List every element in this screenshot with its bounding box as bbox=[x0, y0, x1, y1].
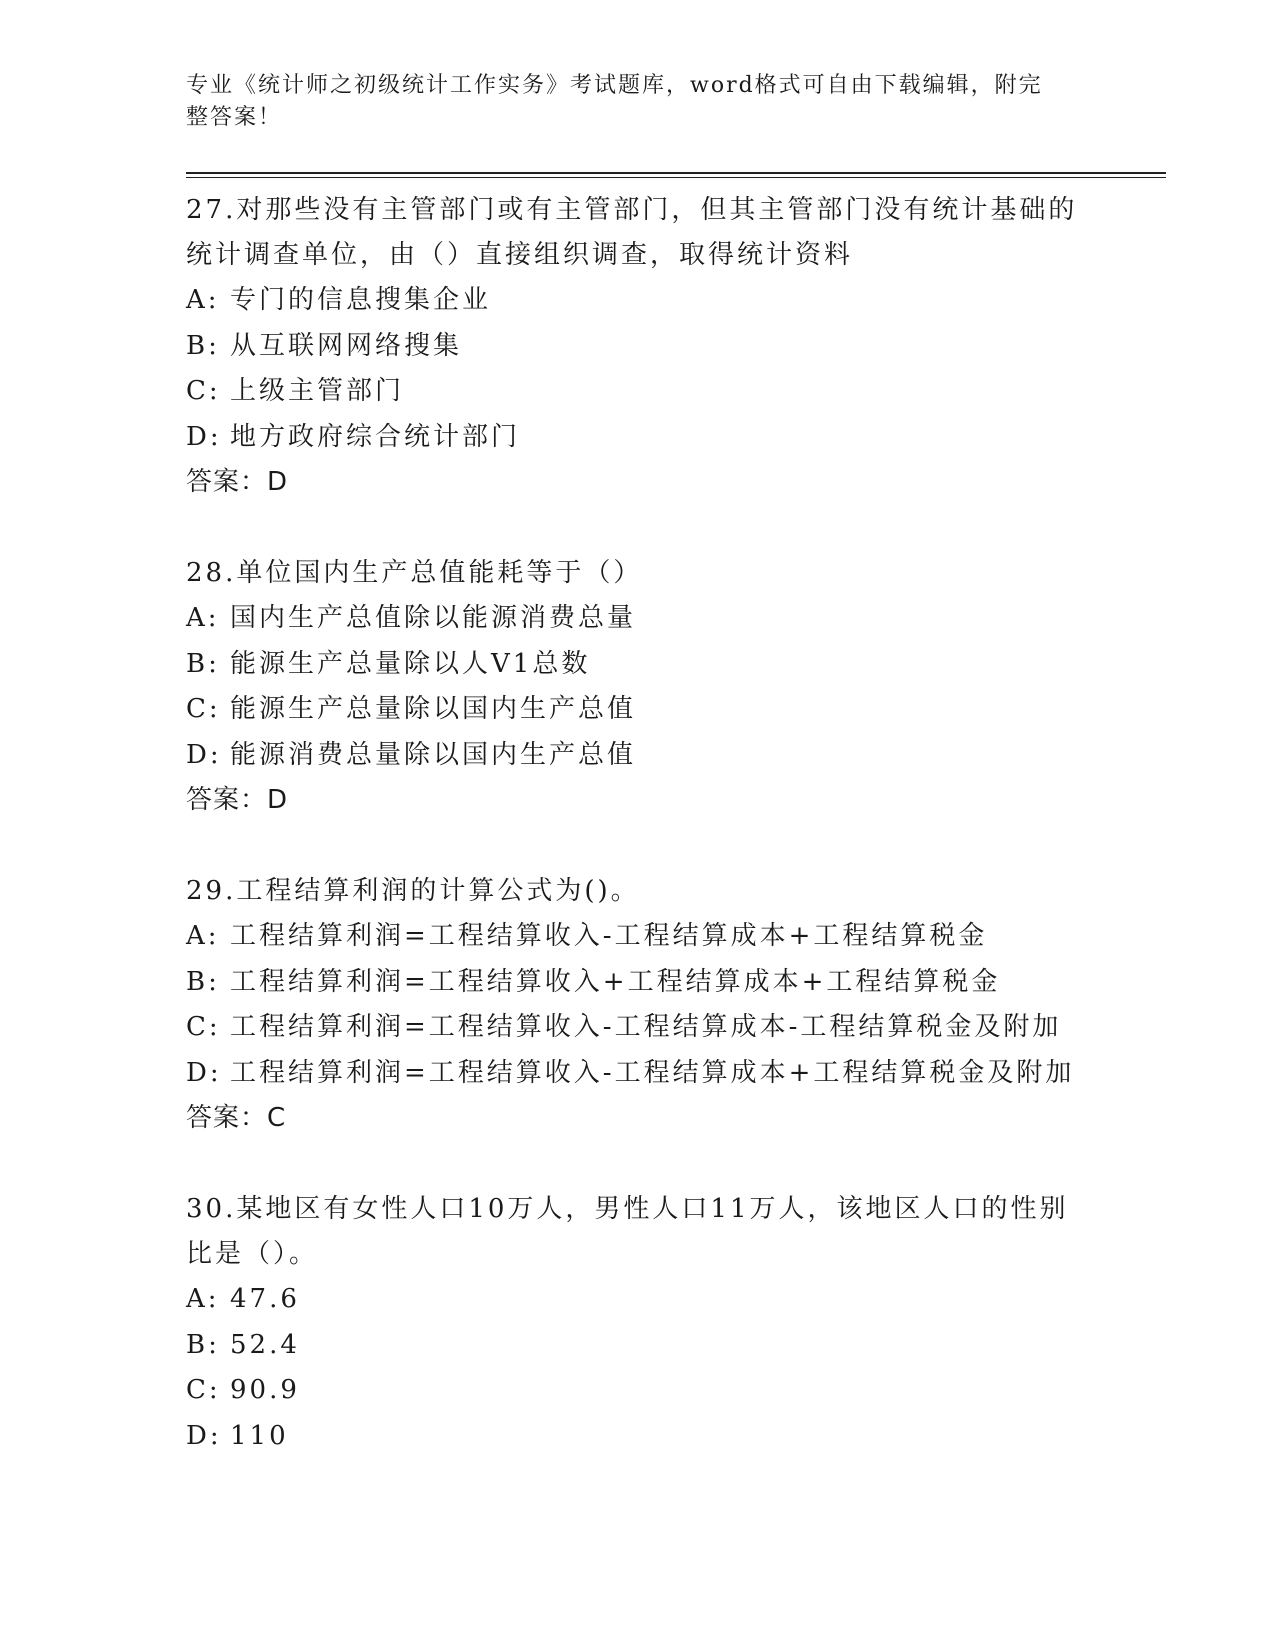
option-text: 能源消费总量除以国内生产总值 bbox=[230, 739, 637, 770]
option-b bbox=[186, 1323, 1166, 1369]
option-key: A: bbox=[186, 603, 220, 633]
option-d bbox=[186, 733, 1166, 779]
answer-line: 答案：D bbox=[186, 785, 289, 815]
option-b bbox=[186, 324, 1166, 370]
header-divider bbox=[186, 172, 1166, 178]
question-stem: 29.工程结算利润的计算公式为()。 bbox=[186, 876, 640, 906]
option-key: D: bbox=[186, 1420, 222, 1451]
answer-line: 答案：C bbox=[186, 1103, 287, 1133]
option-text: 上级主管部门 bbox=[230, 376, 405, 406]
divider-line-thick bbox=[186, 172, 1166, 174]
option-key: B: bbox=[186, 1329, 220, 1360]
option-text: 国内生产总值除以能源消费总量 bbox=[230, 603, 637, 633]
option-a bbox=[186, 914, 1166, 960]
question-stem: 27.对那些没有主管部门或有主管部门，但其主管部门没有统计基础的统计调查单位，由（）直接组织调查，取得统计资料 bbox=[186, 195, 1078, 270]
document-header: 专业《统计师之初级统计工作实务》考试题库，word格式可自由下载编辑，附完整答案！ bbox=[186, 73, 1043, 130]
option-c bbox=[186, 369, 1166, 415]
option-text: 52.4 bbox=[230, 1329, 300, 1360]
option-a bbox=[186, 1277, 1166, 1323]
option-key: C: bbox=[186, 694, 221, 724]
option-text: 地方政府综合统计部门 bbox=[230, 421, 521, 452]
option-text: 90.9 bbox=[230, 1375, 300, 1405]
option-text: 工程结算利润=工程结算收入-工程结算成本-工程结算税金及附加 bbox=[230, 1012, 1062, 1042]
option-text: 工程结算利润=工程结算收入-工程结算成本+工程结算税金 bbox=[230, 921, 988, 951]
option-b bbox=[186, 960, 1166, 1006]
question-spacer bbox=[186, 505, 1166, 551]
option-text: 能源生产总量除以国内生产总值 bbox=[230, 694, 637, 724]
option-key: C: bbox=[186, 1012, 221, 1042]
answer-line: 答案：D bbox=[186, 467, 289, 497]
option-key: B: bbox=[186, 966, 220, 997]
question-list bbox=[186, 188, 1166, 1459]
option-key: D: bbox=[186, 421, 222, 452]
question-item bbox=[186, 551, 1166, 823]
question-item bbox=[186, 869, 1166, 1141]
document-page bbox=[186, 70, 1166, 1459]
option-d bbox=[186, 415, 1166, 461]
option-key: D: bbox=[186, 739, 222, 770]
option-key: A: bbox=[186, 921, 220, 951]
question-stem: 30.某地区有女性人口10万人，男性人口11万人，该地区人口的性别比是（）。 bbox=[186, 1194, 1069, 1269]
option-text: 47.6 bbox=[230, 1284, 300, 1314]
option-c bbox=[186, 687, 1166, 733]
option-key: A: bbox=[186, 285, 220, 315]
option-text: 从互联网网络搜集 bbox=[230, 330, 463, 361]
option-text: 工程结算利润=工程结算收入-工程结算成本+工程结算税金及附加 bbox=[230, 1057, 1075, 1088]
question-item bbox=[186, 1187, 1166, 1459]
question-stem: 28.单位国内生产总值能耗等于（） bbox=[186, 558, 643, 588]
option-text: 专门的信息搜集企业 bbox=[230, 285, 492, 315]
option-text: 能源生产总量除以人V1总数 bbox=[230, 648, 591, 679]
option-key: A: bbox=[186, 1284, 220, 1314]
option-a bbox=[186, 278, 1166, 324]
option-d bbox=[186, 1051, 1166, 1097]
divider-line-thin bbox=[186, 177, 1166, 178]
option-key: D: bbox=[186, 1057, 222, 1088]
option-key: C: bbox=[186, 376, 221, 406]
option-a bbox=[186, 596, 1166, 642]
question-item bbox=[186, 188, 1166, 505]
option-key: B: bbox=[186, 330, 220, 361]
option-c bbox=[186, 1005, 1166, 1051]
question-spacer bbox=[186, 1141, 1166, 1187]
option-key: B: bbox=[186, 648, 220, 679]
option-key: C: bbox=[186, 1375, 221, 1405]
option-b bbox=[186, 642, 1166, 688]
question-spacer bbox=[186, 823, 1166, 869]
option-text: 110 bbox=[230, 1420, 289, 1451]
option-text: 工程结算利润=工程结算收入+工程结算成本+工程结算税金 bbox=[230, 966, 1001, 997]
option-c bbox=[186, 1368, 1166, 1414]
option-d bbox=[186, 1414, 1166, 1460]
